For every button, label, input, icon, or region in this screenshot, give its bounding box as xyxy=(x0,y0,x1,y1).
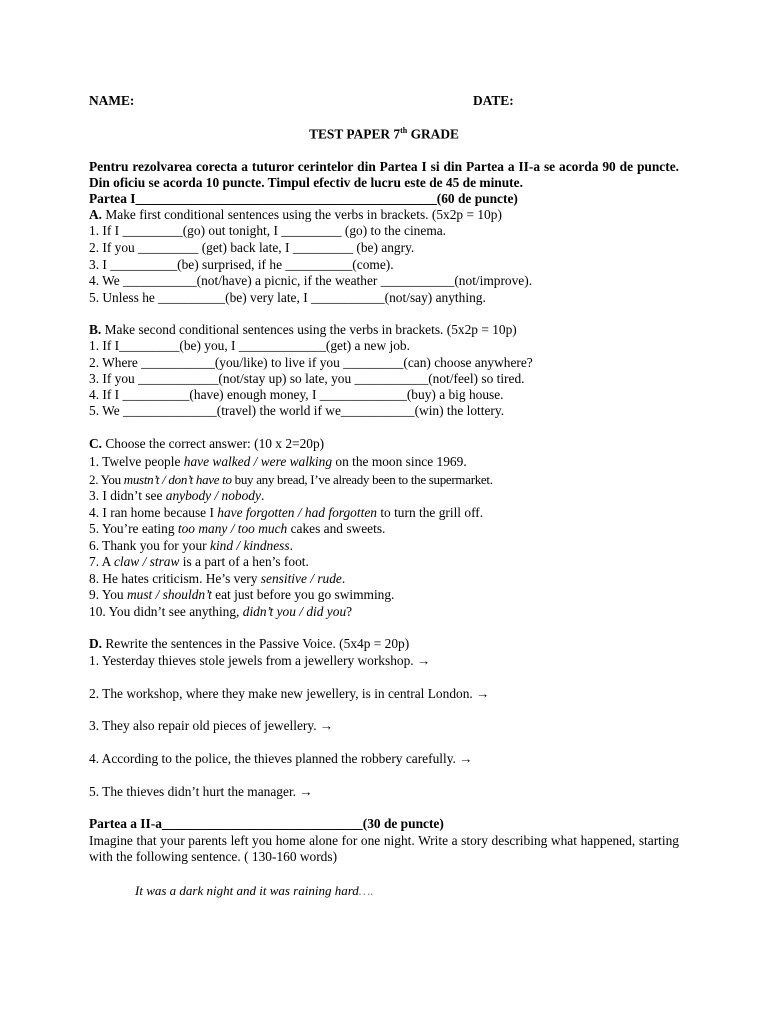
sectionC-item: 10. You didn’t see anything, didn’t you / did you? xyxy=(89,604,353,619)
sectionC-item: 1. Twelve people have walked / were walking on the moon since 1969. xyxy=(89,454,467,469)
sectionD-item: 5. The thieves didn’t hurt the manager. → xyxy=(89,784,313,799)
sectionA-instruction: A. Make first conditional sentences using the verbs in brackets. (5x2p = 10p) xyxy=(89,207,502,222)
sectionD-item: 4. According to the police, the thieves planned the robbery carefully. → xyxy=(89,751,473,766)
part2-prompt: Imagine that your parents left you home alone for one night. Write a story describing what happened, starting with the following sentence. ( 130-160 words) xyxy=(89,833,679,864)
part1-heading: Partea I_____________________________________________(60 de puncte) xyxy=(89,191,518,206)
date-label: DATE: xyxy=(473,93,514,108)
sectionB-instruction: B. Make second conditional sentences using the verbs in brackets. (5x2p = 10p) xyxy=(89,322,517,337)
sectionC-item: 3. I didn’t see anybody / nobody. xyxy=(89,488,265,503)
sectionD-instruction: D. Rewrite the sentences in the Passive Voice. (5x4p = 20p) xyxy=(89,636,410,651)
sectionB-item: 1. If I_________(be) you, I _____________(get) a new job. xyxy=(89,338,410,353)
intro-paragraph: Pentru rezolvarea corecta a tuturor cerintelor din Partea I si din Partea a II-a se acorda 90 de puncte. Din oficiu se acorda 10 puncte. Timpul efectiv de lucru este de 45 de minute. xyxy=(89,159,679,190)
sectionD-item: 2. The workshop, where they make new jewellery, is in central London. → xyxy=(89,686,490,701)
sectionC-item: 2. You mustn’t / don’t have to buy any bread, I’ve already been to the supermarket. xyxy=(89,472,493,487)
sectionB-item: 3. If you ____________(not/stay up) so late, you ___________(not/feel) so tired. xyxy=(89,371,525,386)
sectionB-item: 5. We ______________(travel) the world if we___________(win) the lottery. xyxy=(89,403,505,418)
sectionB-item: 4. If I __________(have) enough money, I _____________(buy) a big house. xyxy=(89,387,504,402)
sectionC-item: 8. He hates criticism. He’s very sensitive / rude. xyxy=(89,571,346,586)
sectionD-item: 3. They also repair old pieces of jewellery. → xyxy=(89,718,334,733)
name-label: NAME: xyxy=(89,93,135,108)
sectionD-item: 1. Yesterday thieves stole jewels from a jewellery workshop. → xyxy=(89,653,431,668)
sectionA-item: 3. I __________(be) surprised, if he __________(come). xyxy=(89,257,394,272)
sectionA-item: 5. Unless he __________(be) very late, I ___________(not/say) anything. xyxy=(89,290,486,305)
sectionC-item: 9. You must / shouldn’t eat just before you go swimming. xyxy=(89,587,395,602)
sectionC-instruction: C. Choose the correct answer: (10 x 2=20p) xyxy=(89,436,325,451)
sectionC-item: 5. You’re eating too many / too much cakes and sweets. xyxy=(89,521,386,536)
sectionA-item: 2. If you _________ (get) back late, I _________ (be) angry. xyxy=(89,240,415,255)
sectionA-item: 4. We ___________(not/have) a picnic, if the weather ___________(not/improve). xyxy=(89,273,533,288)
sectionC-item: 4. I ran home because I have forgotten / had forgotten to turn the grill off. xyxy=(89,505,484,520)
part2-heading: Partea a II-a______________________________(30 de puncte) xyxy=(89,816,444,831)
sectionB-item: 2. Where ___________(you/like) to live if you _________(can) choose anywhere? xyxy=(89,355,533,370)
sectionA-item: 1. If I _________(go) out tonight, I _________ (go) to the cinema. xyxy=(89,223,447,238)
sectionC-item: 7. A claw / straw is a part of a hen’s foot. xyxy=(89,554,309,569)
sectionC-item: 6. Thank you for your kind / kindness. xyxy=(89,538,293,553)
page-title: TEST PAPER 7th GRADE xyxy=(309,126,459,142)
story-opening-sentence: It was a dark night and it was raining hard…. xyxy=(135,883,374,898)
